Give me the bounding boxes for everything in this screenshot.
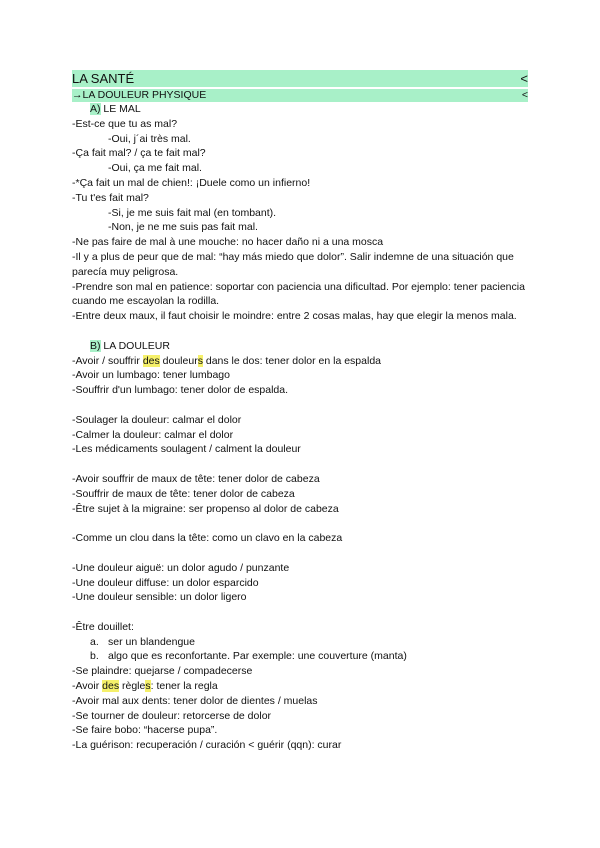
line-b-14: -Être douillet: [72,620,134,633]
line-a-2: -Ça fait mal? / ça te fait mal? [72,147,206,160]
line-b-7: -Avoir souffrir de maux de tête: tener dolor de cabeza [72,472,320,485]
title-mark: < [520,71,528,86]
line-b-12: -Une douleur diffuse: un dolor esparcido [72,576,259,589]
list-item-b [72,649,528,664]
line-a-3: -Oui, ça me fait mal. [108,162,202,175]
line-b-15: -Se plaindre: quejarse / compadecerse [72,665,253,678]
line-a-8: -Ne pas faire de mal à une mouche: no hacer daño ni a una mosca [72,236,384,249]
list-marker-a: a. [90,635,99,648]
line-a-9: -Il y a plus de peur que de mal: “hay más miedo que dolor”. Salir indemne de una situación que parecía muy peligrosa. [72,250,514,278]
line-b-11: -Une douleur aiguë: un dolor agudo / punzante [72,561,290,574]
line-b-8: -Souffrir de maux de tête: tener dolor de cabeza [72,487,295,500]
line-b-4: -Soulager la douleur: calmar el dolor [72,413,242,426]
highlight-s-2: s [145,680,151,693]
line-b-9: -Être sujet à la migraine: ser propenso al dolor de cabeza [72,502,339,515]
line-a-5: -Tu t'es fait mal? [72,191,149,204]
document-page [72,70,528,753]
section-b-label: LA DOULEUR [103,339,170,352]
line-b-2: -Avoir un lumbago: tener lumbago [72,369,230,382]
line-b-18: -Se tourner de douleur: retorcerse de dolor [72,709,272,722]
line-a-10: -Prendre son mal en patience: soportar con paciencia una dificultad. Por ejemplo: tener paciencia cuando me escayolan la rodilla. [72,280,525,308]
line-b-20: -La guérison: recuperación / curación < guérir (qqn): curar [72,739,342,752]
subtitle-bar [72,89,528,102]
highlight-s: s [197,354,203,367]
line-a-6: -Si, je me suis fait mal (en tombant). [108,206,277,219]
line-a-4: -*Ça fait un mal de chien!: ¡Duele como un infierno! [72,176,311,189]
list-marker-b: b. [90,650,99,663]
line-b-13: -Une douleur sensible: un dolor ligero [72,591,247,604]
line-a-7: -Non, je ne me suis pas fait mal. [108,221,258,234]
line-b-6: -Les médicaments soulagent / calment la douleur [72,443,301,456]
line-b-19: -Se faire bobo: “hacerse pupa”. [72,724,218,737]
line-a-1: -Oui, j´ai très mal. [108,132,191,145]
list-item-a [72,635,528,650]
highlight-des: des [142,354,160,367]
subtitle: →LA DOULEUR PHYSIQUE [72,89,207,101]
section-a-marker: A) [90,103,101,115]
subtitle-mark: < [521,89,528,101]
list-text-b: algo que es reconfortante. Par exemple: une couverture (manta) [108,650,407,663]
page-title-bar [72,70,528,87]
line-b-17: -Avoir mal aux dents: tener dolor de dientes / muelas [72,694,318,707]
line-b-5: -Calmer la douleur: calmar el dolor [72,428,234,441]
line-b-10: -Comme un clou dans la tête: como un clavo en la cabeza [72,532,343,545]
highlight-des-2: des [102,680,120,693]
line-a-0: -Est-ce que tu as mal? [72,117,178,130]
line-a-11: -Entre deux maux, il faut choisir le moindre: entre 2 cosas malas, hay que elegir la menos mala. [72,310,517,323]
section-a-label: LE MAL [103,103,141,115]
line-b-1: -Avoir / souffrir des douleurs dans le dos: tener dolor en la espalda [72,354,381,367]
line-b-3: -Souffrir d'un lumbago: tener dolor de espalda. [72,384,289,397]
list-text-a: ser un blandengue [108,635,195,648]
section-b-marker: B) [90,339,101,352]
line-b-16: -Avoir des règles: tener la regla [72,680,218,693]
section-b-heading [72,339,528,354]
page-title: LA SANTÉ [72,71,135,86]
section-a-heading [72,102,528,117]
